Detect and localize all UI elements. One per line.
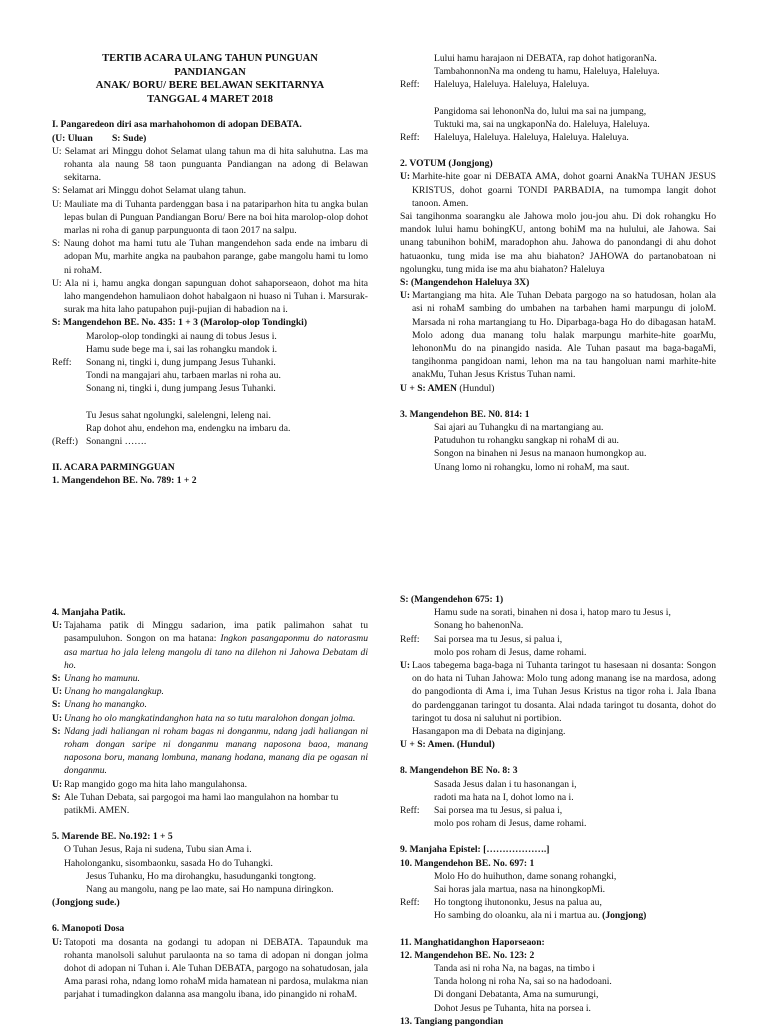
hymn-line: Sonang ni, tingki i, dung jumpang Jesus Tuhanki. xyxy=(86,383,276,395)
liturgy-line: U + S: AMEN (Hundul) xyxy=(400,382,495,394)
hymn-line: Jesus Tuhanku, Ho ma dirohangku, hasudunganki tongtong. xyxy=(86,870,316,882)
liturgy-text: Marhite-hite goar ni DEBATA AMA, dohot goarni AnakNa TUHAN JESUS KRISTUS, dohot goarni TONDI PARBADIA, na tumompa langit dohot tanoon. Amen. xyxy=(412,171,716,209)
section-2-heading: II. ACARA PARMINGGUAN xyxy=(52,462,175,474)
liturgy-line xyxy=(400,289,716,381)
hymn-line: TambahonnonNa ma ondeng tu hamu, Haleluya, Haleluya. xyxy=(434,66,660,78)
reff-block xyxy=(400,804,716,830)
hymn-line: molo pos roham di Jesus, dame rohami. xyxy=(434,818,587,830)
reff-label: Reff: xyxy=(400,633,420,645)
liturgy-line xyxy=(52,685,368,698)
hymn-line: Sai porsea ma tu Jesus, si palua i, xyxy=(434,633,563,645)
be123-heading: 12. Mangendehon BE. No. 123: 2 xyxy=(400,949,535,961)
section-1-heading: I. Pangaredeon diri asa marhahohomon di adopan DEBATA. xyxy=(52,119,302,131)
liturgy-line: S: Naung dohot ma hami tutu ale Tuhan mangendehon sada ende na imbaru di adopan Mu, marhite angka na paubahon parange, gabe mangolu hami tu lomo ni rohaM. xyxy=(52,238,368,276)
haporseaon-heading: 11. Manghatidanghon Haporseaon: xyxy=(400,936,545,948)
hymn-line: Haholonganku, sisombaonku, sasada Ho do Tuhangki. xyxy=(64,857,273,869)
hymn-line: radoti ma hata na I, dohot lomo na i. xyxy=(434,791,574,803)
doc-title-line-3: ANAK/ BORU/ BERE BELAWAN SEKITARNYA xyxy=(95,80,325,92)
liturgy-line xyxy=(52,725,368,778)
hymn-line: Tuktuki ma, sai na ungkaponNa do. Haleluya, Haleluya. xyxy=(434,118,650,130)
doc-title-line-2: PANDIANGAN xyxy=(174,66,246,78)
votum-heading: 2. VOTUM (Jongjong) xyxy=(400,158,493,170)
votum-paragraph: Sai tangihonma soarangku ale Jahowa molo jou-jou ahu. Di dok rohangku Ho mandok lului hamu bohingKU, antong bohiM ma na hulului, ale Jahowa. Sai unang tabunihon bohiM, maradophon ahu. Jahowa do panondangi di ahu dohot hatuaonku, tung mida ise ma ahu biahaton? JAHOWA do partanobatoan ni ngolungku, tung mida ise ma ahu biahaton? Haleluya xyxy=(400,211,716,275)
reff-block xyxy=(400,896,716,922)
speaker-label: U: xyxy=(400,290,411,302)
reff-label: Reff: xyxy=(400,79,420,91)
liturgy-line xyxy=(400,659,716,725)
hymn-line: Molo Ho do huihuthon, dame sonang rohangki, xyxy=(434,870,617,882)
hymn-line: Sai porsea ma tu Jesus, si palua i, xyxy=(434,805,563,817)
reff-block xyxy=(52,435,368,448)
hymn-line: Haleluya, Haleluya. Haleluya, Haleluya. xyxy=(434,79,590,91)
liturgy-text: Unang ho olo mangkatindanghon hata na so tutu maralohon dongan jolma. xyxy=(64,712,356,724)
liturgy-line xyxy=(52,672,368,685)
speaker-label: U: xyxy=(52,712,63,724)
hymn-line: Patuduhon tu rohangku sangkap ni rohaM di au. xyxy=(434,435,619,447)
reff-block xyxy=(52,356,368,396)
epistel-heading: 9. Manjaha Epistel: [……………….] xyxy=(400,844,550,856)
right-column-bottom xyxy=(400,593,716,1028)
hymn-line: Sai ajari au Tuhangku di na martangiang au. xyxy=(434,422,604,434)
hymn-line: Sasada Jesus dalan i tu hasonangan i, xyxy=(434,778,577,790)
liturgy-text: Unang ho mangalangkup. xyxy=(64,686,164,698)
hymn-line: Haleluya, Haleluya. Haleluya, Haleluya. Haleluya. xyxy=(434,132,629,144)
liturgy-line xyxy=(52,698,368,711)
liturgy-text: Tatopoti ma dosanta na godangi tu adopan ni DEBATA. Tapaunduk ma rohanta manolsoli saluhut parulaonta na so tama di adopan ni dongan jolma dohot di adopan ni Tuhan i. Ale Tuhan DEBATA, pargogo na sohatudosan, jala Ama parasi roha, ndang lomo rohaM mida hamatean ni pardosa, mulakma nian parjahat i tumadingkon dalanna asa mangolu ibana, ido pinangido ni rohaM. xyxy=(64,936,368,1001)
be8-heading: 8. Mangendehon BE No. 8: 3 xyxy=(400,765,518,777)
speaker-label: S: xyxy=(52,699,61,711)
song-heading: S: Mangendehon BE. No. 435: 1 + 3 (Marolop-olop Tondingki) xyxy=(52,317,308,329)
hymn-line: Tondi na mangajari ahu, tarbaen marlas ni roha au. xyxy=(86,370,281,382)
doc-title-line-4: TANGGAL 4 MARET 2018 xyxy=(147,93,273,105)
speaker-label: S: xyxy=(52,791,61,803)
hymn-line: Hamu sude bege ma i, sai las rohangku mandok i. xyxy=(86,343,278,355)
reff-label: Reff: xyxy=(400,805,420,817)
hymn-line: Sai horas jala martua, nasa na hinongkopMi. xyxy=(434,884,606,896)
liturgy-line xyxy=(52,791,368,817)
liturgy-line xyxy=(52,712,368,725)
item-1-heading: 1. Mangendehon BE. No. 789: 1 + 2 xyxy=(52,475,197,487)
reff-block xyxy=(400,633,716,659)
be192-heading: 5. Marende BE. No.192: 1 + 5 xyxy=(52,831,173,843)
be675-heading: S: (Mangendehon 675: 1) xyxy=(400,594,504,605)
speaker-label: U: xyxy=(52,686,63,698)
liturgy-line xyxy=(52,778,368,791)
hymn-line: Songon na binahen ni Jesus na manaon humongkop au. xyxy=(434,448,647,460)
liturgy-line: S: (Mangendehon Haleluya 3X) xyxy=(400,277,530,289)
speaker-label: S: xyxy=(52,673,61,685)
hymn-line: Tanda holong ni roha Na, sai so na hadodoani. xyxy=(434,976,612,988)
speaker-label: U: xyxy=(52,620,63,632)
hymn-line: Hamu sude na sorati, binahen ni dosa i, hatop maro tu Jesus i, xyxy=(434,607,671,619)
be697-heading: 10. Mangendehon BE. No. 697: 1 xyxy=(400,857,535,869)
liturgy-text: Martangiang ma hita. Ale Tuhan Debata pargogo na so hatudosan, holan ala asi ni rohaM sambing do umbahen na tarbahen hami marpungu di joloM. Marsada ni roha martangiang tu Ho. Diparbaga-baga Ho do dibagasan hataM. Molo adong dua manang tolu halak marpungu marhite-hite goarMu, lehononMu do na pinangido nasida. Ale Tuhan pasaut ma baga-bagaMi, tangihonma pangidoan nami, lehon ma na tau hangoluan nami marhite-hite anakMu, Tuhan Jesus Kristus Tuhan nami. xyxy=(412,290,716,381)
liturgy-text: Ale Tuhan Debata, sai pargogoi ma hami lao mangulahon na hombar tu patikMi. AMEN. xyxy=(64,791,339,817)
be814-heading: 3. Mangendehon BE. N0. 814: 1 xyxy=(400,408,530,420)
liturgy-line xyxy=(52,619,368,672)
left-column-top xyxy=(52,52,368,488)
hymn-line: Ho sambing do oloanku, ala ni i martua au. (Jongjong) xyxy=(434,910,647,922)
hymn-line: Unang lomo ni rohangku, lomo ni rohaM, ma saut. xyxy=(434,461,630,473)
liturgy-line xyxy=(52,936,368,1002)
hymn-line: Sonangni ……. xyxy=(86,436,147,448)
hymn-line: Tanda asi ni roha Na, na bagas, na timbo i xyxy=(434,963,596,975)
hymn-line: Nang au mangolu, nang pe lao mate, sai Ho nampuna diringkon. xyxy=(86,884,334,896)
speaker-label: U: xyxy=(400,171,411,183)
hymn-line: Tu Jesus sahat ngolungki, salelengni, leleng nai. xyxy=(86,409,271,421)
liturgy-text: Rap mangido gogo ma hita laho mangulahonsa. xyxy=(64,778,248,790)
hymn-line: Marolop-olop tondingki ai naung di tobus Jesus i. xyxy=(86,330,277,342)
hymn-line: Pangidoma sai lehononNa do, lului ma sai na jumpang, xyxy=(434,105,647,117)
hymn-line: Sonang ni, tingki i, dung jumpang Jesus Tuhanki. xyxy=(86,357,276,369)
speaker-label: U: xyxy=(52,778,63,790)
reff-label: Reff: xyxy=(400,897,420,909)
liturgy-line xyxy=(400,170,716,210)
hymn-line: O Tuhan Jesus, Raja ni sudena, Tubu sian Ama i. xyxy=(64,844,252,856)
hymn-line: molo pos roham di Jesus, dame rohami. xyxy=(434,646,587,658)
tangiang-heading: 13. Tangiang pangondian xyxy=(400,1015,504,1027)
hymn-line: Lului hamu harajaon ni DEBATA, rap dohot hatigoranNa. xyxy=(434,53,657,64)
liturgy-text: Unang ho manangko. xyxy=(64,699,147,711)
speaker-label: U: xyxy=(400,660,411,672)
reff-label: Reff: xyxy=(52,357,72,369)
reff-label: Reff: xyxy=(400,132,420,144)
liturgy-line: U: Ala ni i, hamu angka dongan sapunguan dohot sahaporseaon, dohot ma hita laho mangendehon hamuliaon dohot habalgaon ni huaso ni Tuhan i. Marsurak-surak ma hita laho patupahon puji-pujian di habadion na i. xyxy=(52,277,368,316)
hymn-line: Sonang ho bahenonNa. xyxy=(434,620,524,632)
doc-title-line-1: TERTIB ACARA ULANG TAHUN PUNGUAN xyxy=(102,53,318,64)
hymn-line: Ho tongtong ihutononku, Jesus na palua au, xyxy=(434,897,602,909)
right-column-top xyxy=(400,52,716,474)
section-1-legend: (U: Uluan S: Sude) xyxy=(52,132,147,144)
liturgy-line: U: Selamat ari Minggu dohot Selamat ulang tahun ma di hita saluhutna. Las ma rohanta ala naung 58 taon punguanta Pandiangan na adong di Belawan sekitarna. xyxy=(52,145,368,184)
reff-block xyxy=(400,78,716,91)
be192-end: (Jongjong sude.) xyxy=(52,897,120,909)
liturgy-line: U + S: Amen. (Hundul) xyxy=(400,739,495,751)
patik-heading: 4. Manjaha Patik. xyxy=(52,607,126,618)
reff-block xyxy=(400,131,716,144)
left-column-bottom xyxy=(52,606,368,1002)
liturgy-text: Unang ho mamunu. xyxy=(64,673,140,685)
dosa-heading: 6. Manopoti Dosa xyxy=(52,923,125,935)
liturgy-line: S: Selamat ari Minggu dohot Selamat ulang tahun. xyxy=(52,185,246,197)
liturgy-text: Ndang jadi haliangan ni roham bagas ni donganmu, ndang jadi haliangan ni roham dongan saripe ni donganmu manang naposona baoa, manang naposona boru, manang lombuna, manang hodana, manang dia pe ogasan ni donganmu. xyxy=(64,725,368,777)
liturgy-text: Tajahama patik di Minggu sadarion, ima patik palimahon sahat tu pasampuluhon. Songon on ma hatana: Ingkon pasangaponmu do natorasmu asa martua ho jala leleng mangolu di tano na dilehon ni Jahowa Debatam di ho. xyxy=(64,620,368,671)
speaker-label: U: xyxy=(52,936,63,948)
reff-label: (Reff:) xyxy=(52,436,78,448)
hymn-line: Di dongani Debatanta, Ama na sumurungi, xyxy=(434,989,599,1001)
speaker-label: S: xyxy=(52,725,61,737)
hymn-line: Dohot Jesus pe Tuhanta, hita na porsea i. xyxy=(434,1002,591,1014)
liturgy-line: Hasangapon ma di Debata na diginjang. xyxy=(412,726,566,738)
liturgy-line: U: Mauliate ma di Tuhanta pardenggan basa i na patariparhon hita tu angka bulan lepas bulan di Punguan Pandiangan Boru/ Bere na boi hita marolop-olop dohot marlas ni roha di ganup parpunguonta di taon 2017 na salpu. xyxy=(52,198,368,236)
hymn-line: Rap dohot ahu, endehon ma, endengku na imbaru da. xyxy=(86,422,291,434)
liturgy-text: Laos tabegema baga-baga ni Tuhanta taringot tu hasesaan ni dosanta: Songon on do hata ni Tuhan Jahowa: Molo tung adong manang ise na mardosa, adong do pangodionta di Ama i, ima Tuhan Jesus Kristus na tigor roha i. Jala Ibana do pardengganan taringot tu dosanta. Alai ndada taringot tu dosanta, dohot do taringot tu dosa ni saluhut ni portibion. xyxy=(412,660,716,724)
